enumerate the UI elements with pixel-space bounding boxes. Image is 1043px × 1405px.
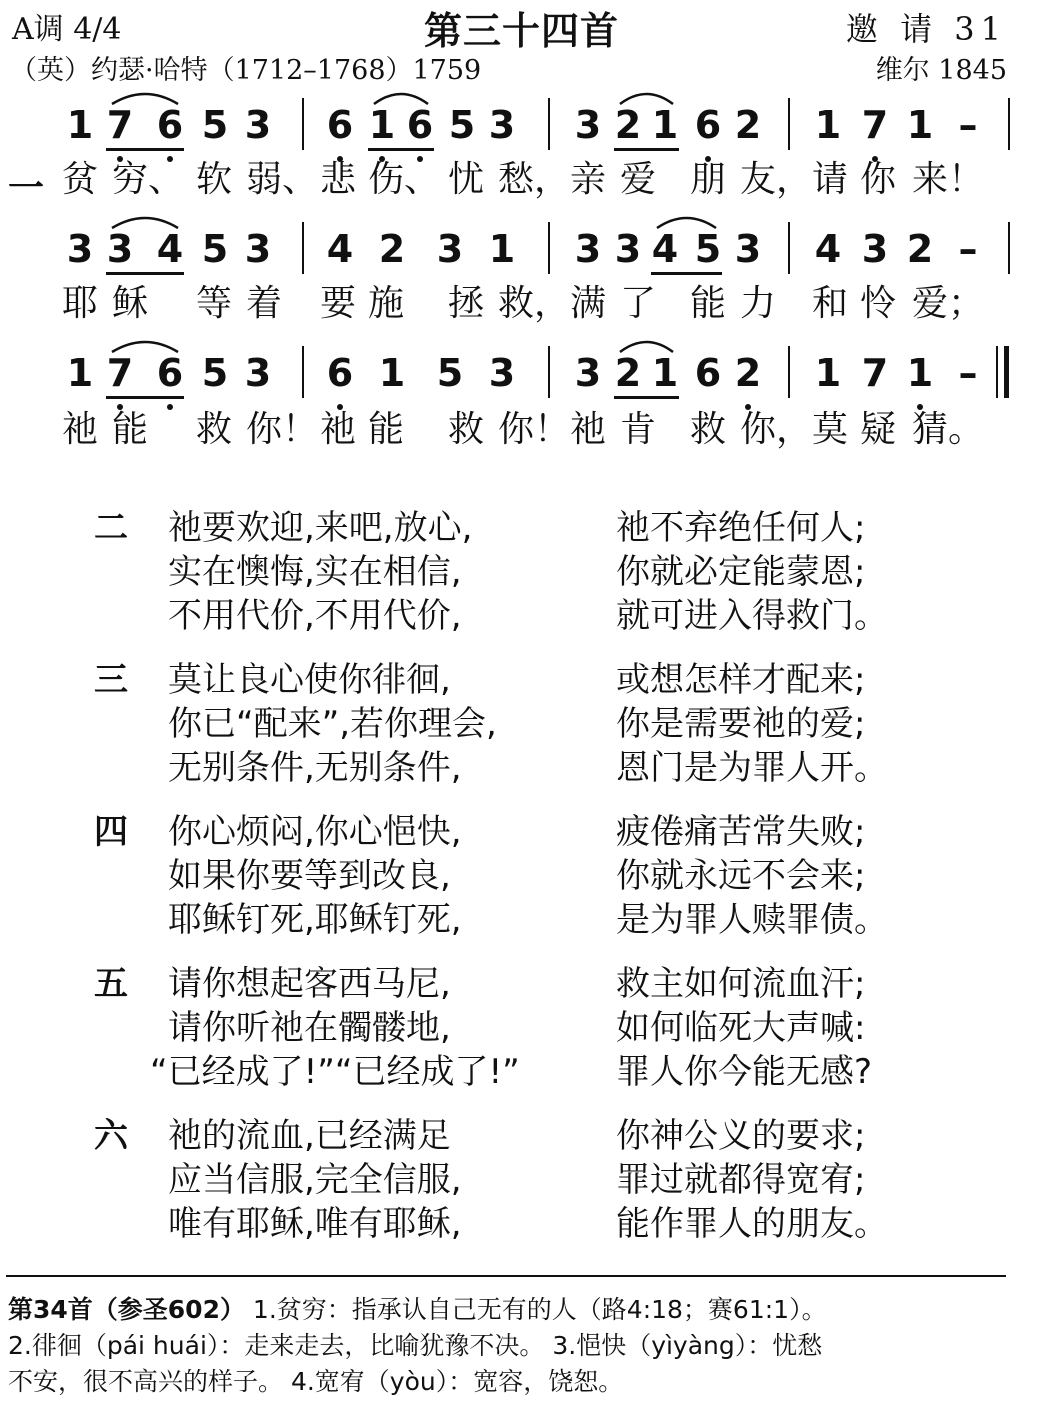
score-note: 6 xyxy=(694,351,722,395)
lyric-syllable: 能 xyxy=(690,283,727,324)
lyric-syllable: 伤、 xyxy=(368,159,441,200)
score-note: 7 xyxy=(106,103,134,147)
verse-line-right: 恩门是为罪人开。 xyxy=(616,748,888,788)
score-note: 3 xyxy=(244,351,272,395)
lyric-syllable: 施 xyxy=(368,283,405,324)
score-note: 1 xyxy=(66,103,94,147)
slur-mark xyxy=(618,336,675,354)
barline xyxy=(1008,98,1010,150)
score-note: 5 xyxy=(436,351,464,395)
score-note: 3 xyxy=(488,103,516,147)
score-note: 5 xyxy=(694,227,722,271)
lyric-syllable: 救 xyxy=(196,409,233,450)
hymn-reference: 邀 请 31 xyxy=(845,10,1007,48)
barline xyxy=(788,222,790,274)
score-note: 4 xyxy=(814,227,842,271)
score-note: 2 xyxy=(906,227,934,271)
eighth-note-underline xyxy=(106,396,184,399)
score-note: 6 xyxy=(694,103,722,147)
verse-line-left: 祂要欢迎,来吧,放心, xyxy=(168,508,473,548)
lyric-syllable: 悲 xyxy=(320,159,357,200)
score-note: 3 xyxy=(861,227,889,271)
verse-line-left: 不用代价,不用代价, xyxy=(168,596,462,636)
eighth-note-underline xyxy=(614,396,679,399)
score-note: – xyxy=(958,103,978,147)
verse-line-left: 你已“配来”,若你理会, xyxy=(168,704,497,744)
score-note: 6 xyxy=(156,103,184,147)
verse-number: 三 xyxy=(94,660,128,700)
footnote-line-1 xyxy=(8,1290,827,1326)
score-note: 1 xyxy=(378,351,406,395)
verse-number: 四 xyxy=(94,812,128,852)
score-note: 5 xyxy=(448,103,476,147)
barline xyxy=(548,222,550,274)
score-note: 3 xyxy=(244,227,272,271)
barline xyxy=(302,98,304,150)
lyric-syllable: 能 xyxy=(368,409,405,450)
verse-line-left: 无别条件,无别条件, xyxy=(168,748,462,788)
score-note: 2 xyxy=(614,351,642,395)
verse-line-left: 耶稣钉死,耶稣钉死, xyxy=(168,900,462,940)
verse-line-right: 你是需要祂的爱; xyxy=(616,704,866,744)
score-note: 3 xyxy=(574,103,602,147)
score-note: 1 xyxy=(906,103,934,147)
lyric-syllable: 弱、 xyxy=(246,159,319,200)
lyric-syllable: 疑 xyxy=(860,409,897,450)
score-note: 1 xyxy=(651,103,679,147)
lyric-syllable: 力 xyxy=(740,283,777,324)
lyric-syllable: 祂 xyxy=(570,409,607,450)
verse-line-right: 祂不弃绝任何人; xyxy=(616,508,866,548)
verse-line-left: 莫让良心使你徘徊, xyxy=(168,660,451,700)
lyric-syllable: 软 xyxy=(196,159,233,200)
verse-number: 五 xyxy=(94,964,128,1004)
score-note: 3 xyxy=(106,227,134,271)
lyric-syllable: 耶 xyxy=(62,283,99,324)
lyric-syllable: 朋 xyxy=(690,159,727,200)
score-note: 3 xyxy=(734,227,762,271)
score-note: 2 xyxy=(614,103,642,147)
slur-mark xyxy=(110,88,180,106)
slur-mark xyxy=(372,88,430,106)
lyric-syllable: 救 xyxy=(448,409,485,450)
footnote-heading: 第34首（参圣602） xyxy=(8,1295,245,1324)
lyric-syllable: 你 xyxy=(860,159,897,200)
barline xyxy=(788,346,790,398)
lyric-syllable: 你！ xyxy=(498,409,571,450)
lyric-syllable: 着 xyxy=(246,283,283,324)
lyric-syllable: 祂 xyxy=(62,409,99,450)
score-note: 1 xyxy=(906,351,934,395)
lyric-syllable: 你！ xyxy=(246,409,319,450)
eighth-note-underline xyxy=(614,148,679,151)
verse-marker-one: 一 xyxy=(8,168,45,209)
eighth-note-underline xyxy=(106,272,184,275)
key-signature: A调 4/4 xyxy=(12,12,122,47)
score-note: 1 xyxy=(488,227,516,271)
lyricist-credit: （英）约瑟·哈特（1712–1768）1759 xyxy=(10,55,482,86)
score-note: – xyxy=(958,351,978,395)
barline xyxy=(788,98,790,150)
composer-credit: 维尔 1845 xyxy=(875,55,1007,86)
verse-line-left: 你心烦闷,你心悒快, xyxy=(168,812,462,852)
score-note: – xyxy=(958,227,978,271)
score-note: 6 xyxy=(156,351,184,395)
score-note: 1 xyxy=(814,351,842,395)
score-note: 3 xyxy=(66,227,94,271)
verse-number: 六 xyxy=(94,1116,128,1156)
eighth-note-underline xyxy=(368,148,434,151)
lyric-syllable: 愁， xyxy=(498,159,571,200)
lyric-syllable: 莫 xyxy=(812,409,849,450)
verse-line-right: 救主如何流血汗; xyxy=(616,964,866,1004)
barline xyxy=(548,346,550,398)
footnote-note-1: 1.贫穷：指承认自己无有的人（路4:18；赛61:1）。 xyxy=(244,1295,827,1324)
score-note: 5 xyxy=(201,103,229,147)
score-note: 1 xyxy=(368,103,396,147)
barline xyxy=(1008,222,1010,274)
lyric-syllable: 满 xyxy=(570,283,607,324)
footnote-line-3: 不安，很不高兴的样子。 4.宽宥（yòu）：宽容，饶恕。 xyxy=(8,1367,624,1396)
lyric-syllable: 贫 xyxy=(62,159,99,200)
low-octave-dot xyxy=(167,404,173,410)
lyric-syllable: 穷、 xyxy=(112,159,185,200)
score-note: 7 xyxy=(861,103,889,147)
lyric-syllable: 了 xyxy=(620,283,657,324)
slur-mark xyxy=(110,212,180,230)
score-note: 1 xyxy=(814,103,842,147)
barline xyxy=(302,346,304,398)
verse-line-right: 是为罪人赎罪债。 xyxy=(616,900,888,940)
footnote-line-2: 2.徘徊（pái huái）：走来走去，比喻犹豫不决。 3.悒快（yìyàng）：忧愁 xyxy=(8,1331,823,1360)
lyric-syllable: 救 xyxy=(690,409,727,450)
score-note: 3 xyxy=(574,227,602,271)
verse-line-right: 就可进入得救门。 xyxy=(616,596,888,636)
footnote-divider xyxy=(6,1275,1006,1277)
lyric-syllable: 能 xyxy=(112,409,149,450)
verse-line-right: 罪过就都得宽宥; xyxy=(616,1160,866,1200)
verse-line-right: 能作罪人的朋友。 xyxy=(616,1204,888,1244)
eighth-note-underline xyxy=(651,272,722,275)
lyric-syllable: 和 xyxy=(812,283,849,324)
score-note: 2 xyxy=(734,103,762,147)
verse-line-left: 实在懊悔,实在相信, xyxy=(168,552,462,592)
slur-mark xyxy=(618,88,675,106)
barline xyxy=(302,222,304,274)
score-note: 2 xyxy=(378,227,406,271)
score-note: 4 xyxy=(326,227,354,271)
verse-line-left: 请你想起客西马尼, xyxy=(168,964,451,1004)
slur-mark xyxy=(655,212,718,230)
score-note: 3 xyxy=(488,351,516,395)
score-note: 4 xyxy=(156,227,184,271)
lyric-syllable: 祂 xyxy=(320,409,357,450)
score-note: 3 xyxy=(574,351,602,395)
score-note: 5 xyxy=(201,227,229,271)
verse-line-right: 或想怎样才配来; xyxy=(616,660,866,700)
lyric-syllable: 爱； xyxy=(912,283,985,324)
score-note: 3 xyxy=(436,227,464,271)
score-note: 6 xyxy=(326,103,354,147)
lyric-syllable: 拯 xyxy=(448,283,485,324)
score-note: 6 xyxy=(326,351,354,395)
score-note: 1 xyxy=(651,351,679,395)
score-note: 5 xyxy=(201,351,229,395)
score-note: 1 xyxy=(66,351,94,395)
verse-line-right: 如何临死大声喊: xyxy=(616,1008,866,1048)
eighth-note-underline xyxy=(106,148,184,151)
lyric-syllable: 肯 xyxy=(620,409,657,450)
lyric-syllable: 等 xyxy=(196,283,233,324)
verse-line-right: 你就永远不会来; xyxy=(616,856,866,896)
verse-line-left: 祂的流血,已经满足 xyxy=(168,1116,451,1156)
verse-line-left: 唯有耶稣,唯有耶稣, xyxy=(168,1204,462,1244)
score-note: 4 xyxy=(651,227,679,271)
lyric-syllable: 忧 xyxy=(448,159,485,200)
verse-line-right: 你就必定能蒙恩; xyxy=(616,552,866,592)
lyric-syllable: 稣 xyxy=(112,283,149,324)
lyric-syllable: 亲 xyxy=(570,159,607,200)
lyric-syllable: 来！ xyxy=(912,159,985,200)
lyric-syllable: 怜 xyxy=(860,283,897,324)
slur-mark xyxy=(110,336,180,354)
lyric-syllable: 你， xyxy=(740,409,813,450)
verse-line-right: 罪人你今能无感? xyxy=(616,1052,873,1092)
lyric-syllable: 爱 xyxy=(620,159,657,200)
lyric-syllable: 请 xyxy=(812,159,849,200)
verse-line-right: 你神公义的要求; xyxy=(616,1116,866,1156)
score-note: 6 xyxy=(406,103,434,147)
score-note: 7 xyxy=(861,351,889,395)
lyric-syllable: 友， xyxy=(740,159,813,200)
verse-number: 二 xyxy=(94,508,128,548)
verse-line-right: 疲倦痛苦常失败; xyxy=(616,812,866,852)
score-note: 3 xyxy=(244,103,272,147)
verse-line-left: “已经成了!”“已经成了!” xyxy=(150,1052,520,1092)
final-barline-thin xyxy=(996,346,998,398)
verse-line-left: 请你听祂在髑髅地, xyxy=(168,1008,451,1048)
barline xyxy=(548,98,550,150)
lyric-syllable: 猜。 xyxy=(912,409,985,450)
score-note: 2 xyxy=(734,351,762,395)
final-barline-thick xyxy=(1004,346,1009,398)
hymn-title: 第三十四首 xyxy=(423,9,619,53)
lyric-syllable: 要 xyxy=(320,283,357,324)
score-note: 3 xyxy=(614,227,642,271)
verse-line-left: 如果你要等到改良, xyxy=(168,856,451,896)
lyric-syllable: 救， xyxy=(498,283,571,324)
score-note: 7 xyxy=(106,351,134,395)
verse-line-left: 应当信服,完全信服, xyxy=(168,1160,462,1200)
